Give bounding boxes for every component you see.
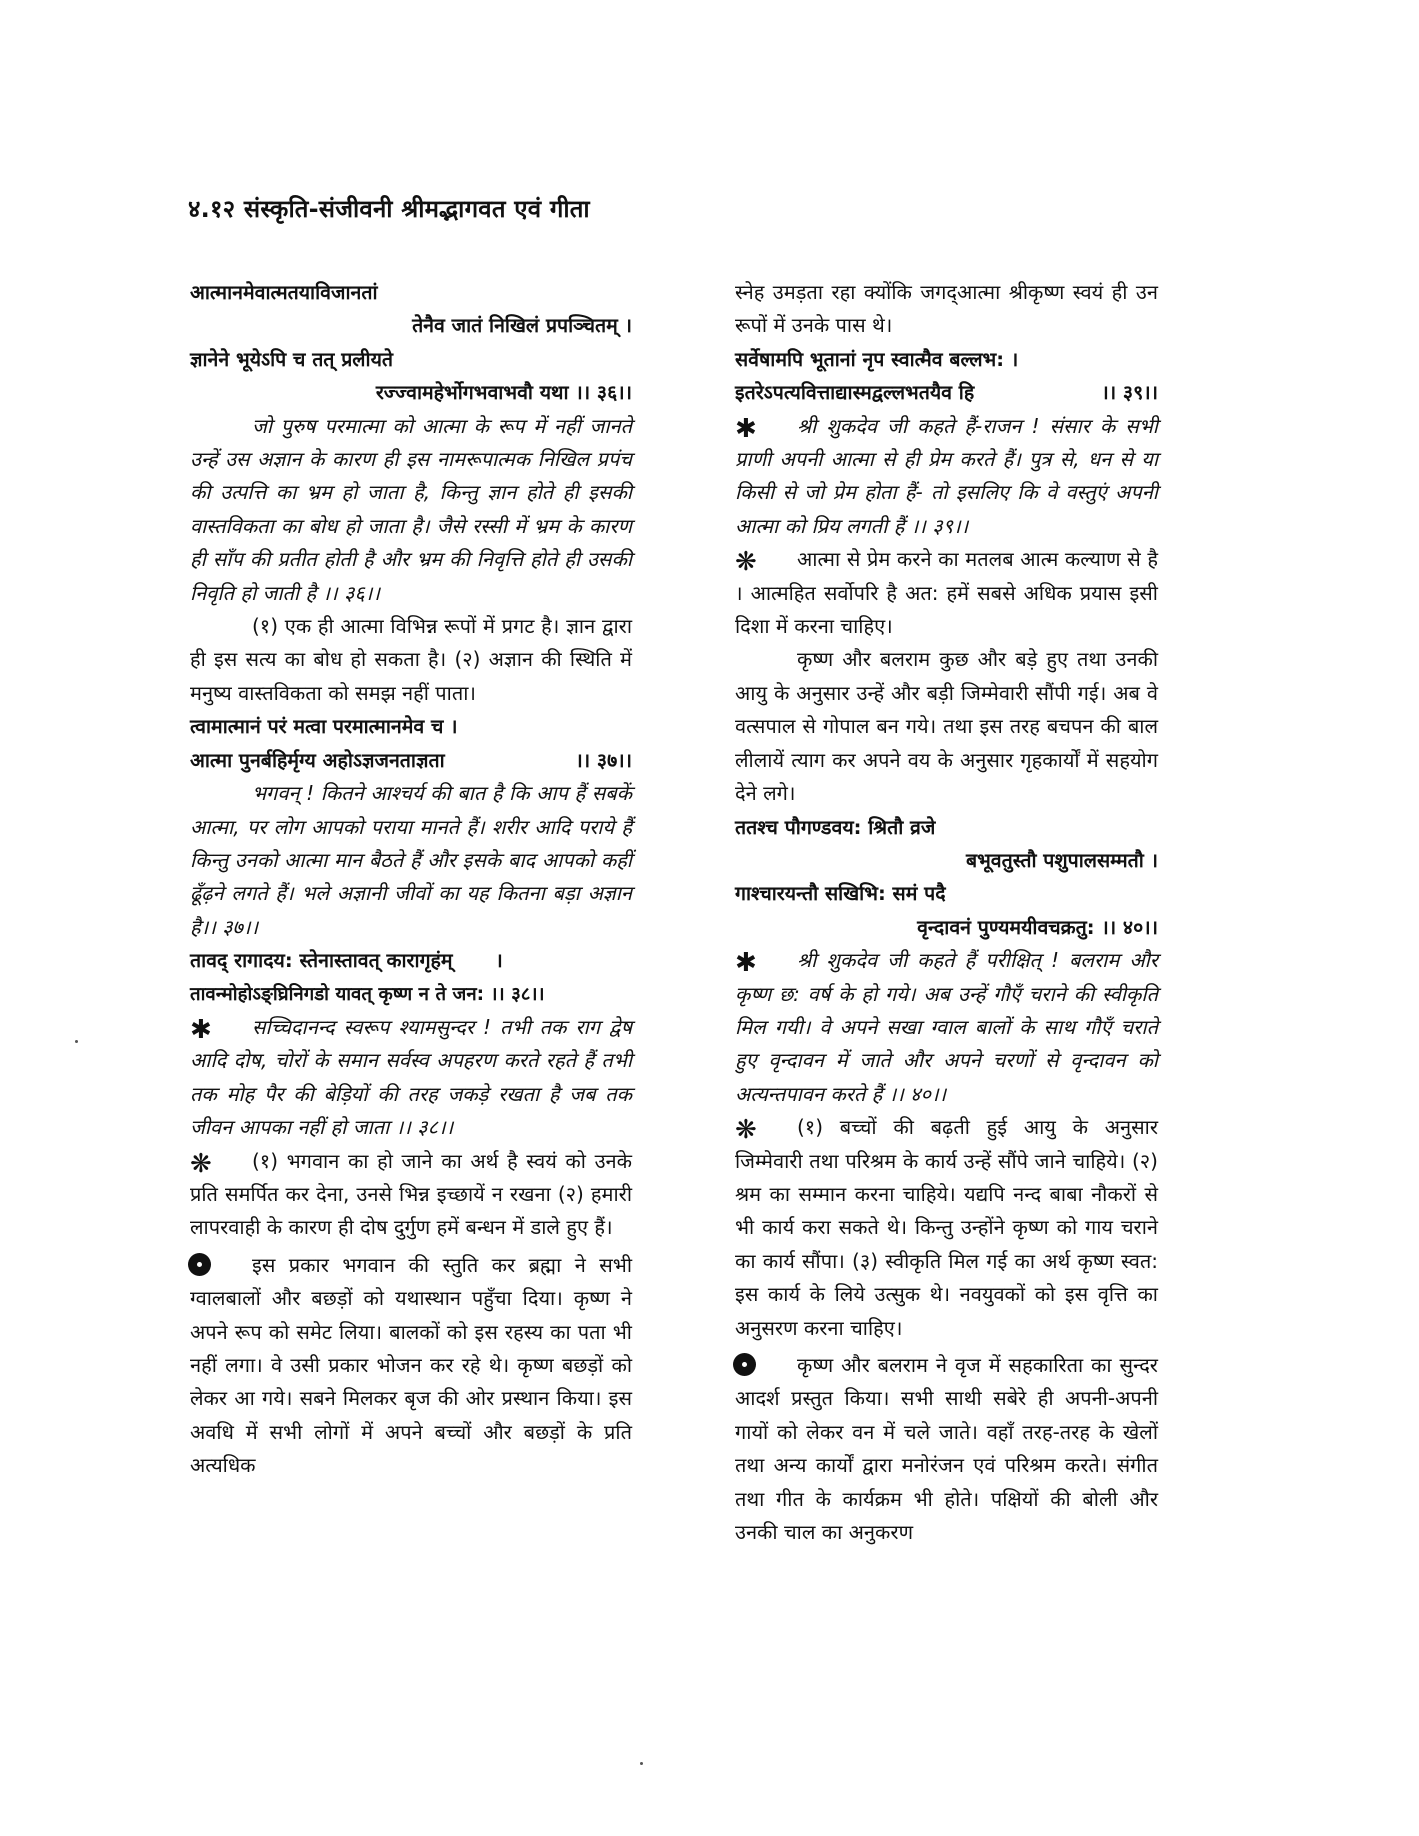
- verse-40-notes: [735, 1111, 1158, 1345]
- verse-38-notes: [190, 1145, 632, 1245]
- snowflake-icon: ❋: [190, 1148, 212, 1179]
- translation-marker: [735, 410, 797, 443]
- notes-text: आत्मा से प्रेम करने का मतलब आत्म कल्याण से है । आत्महित सर्वोपरि है अत: हमें सबसे अधिक प्रयास इसी दिशा में करना चाहिए।: [735, 547, 1158, 639]
- snowflake-icon: ❋: [735, 1115, 757, 1146]
- verse-line: ज्ञानेने भूयेऽपि च तत् प्रलीयते: [190, 347, 394, 371]
- scan-speck: [640, 1762, 643, 1765]
- notes-marker: [190, 1145, 252, 1178]
- flower-icon: [190, 1255, 209, 1274]
- verse-40-translation: [735, 944, 1158, 1111]
- translation-text: श्री शुकदेव जी कहते हैं-राजन ! संसार के सभी प्राणी अपनी आत्मा से ही प्रेम करते हैं। पुत्र से, धन से या किसी से जो प्रेम होता हैं- तो इसलिए कि वे वस्तुएं अपनी आत्मा को प्रिय लगती हैं ।। ३९।।: [735, 413, 1158, 538]
- notes-marker: [735, 543, 797, 576]
- translation-marker: [735, 944, 797, 977]
- verse-40: [735, 811, 1158, 945]
- translation-text: सच्चिदानन्द स्वरूप श्यामसुन्दर ! तभी तक राग द्वेष आदि दोष, चोरों के समान सर्वस्व अपहरण करते रहते हैं तभी तक मोह पैर की बेड़ियों की तरह जकड़े रखता है जब तक जीवन आपका नहीं हो जाता ।। ३८।।: [190, 1014, 632, 1140]
- narrative-text: इस प्रकार भगवान की स्तुति कर ब्रह्मा ने सभी ग्वालबालों और बछड़ों को यथास्थान पहुँचा दिया। कृष्ण ने अपने रूप को समेट लिया। बालकों को इस रहस्य का पता भी नहीं लगा। वे उसी प्रकार भोजन कर रहे थे। कृष्ण बछड़ों को लेकर आ गये। सबने मिलकर बृज की ओर प्रस्थान किया। इस अवधि में सभी लोगों में अपने बच्चों और बछड़ों के प्रति अत्यधिक: [190, 1252, 632, 1478]
- verse-line: [190, 944, 632, 977]
- verse-number: ।। ३७।।: [575, 748, 632, 772]
- asterisk-icon: ✱: [735, 948, 757, 979]
- narrative-marker: [735, 1349, 797, 1382]
- translation-marker: [190, 1011, 252, 1044]
- verse-line: सर्वेषामपि भूतानां नृप स्वात्मैव बल्लभ: ।: [735, 347, 1019, 371]
- snowflake-icon: ❋: [735, 547, 757, 578]
- verse-text: इतरेऽपत्यवित्ताद्यास्मद्वल्लभतयैव हि: [735, 381, 975, 405]
- verse-line: त्वामात्मानं परं मत्वा परमात्मानमेव च ।: [190, 715, 458, 739]
- asterisk-icon: ✱: [190, 1014, 212, 1045]
- left-column: [190, 276, 638, 1483]
- narrative-marker: [190, 1249, 252, 1282]
- verse-text: आत्मा पुनर्बहिर्मृग्य अहोऽज्ञजनताज्ञता: [190, 748, 445, 772]
- verse-line: आत्मानमेवात्मतयाविजानतां: [190, 281, 378, 304]
- page-number: ४.१२: [188, 195, 236, 223]
- notes-text: (१) बच्चों की बढ़ती हुई आयु के अनुसार जिम्मेवारी तथा परिश्रम के कार्य उन्हें सौंपे जाने चाहिये। (२) श्रम का सम्मान करना चाहिये। यद्यपि नन्द बाबा नौकरों से भी कार्य करा सकते थे। किन्तु उन्होंने कृष्ण को गाय चराने का कार्य सौंपा। (३) स्वीकृति मिल गई का अर्थ कृष्ण स्वत: इस कार्य के लिये उत्सुक थे। नवयुवकों को इस वृत्ति का अनुसरण करना चाहिए।: [735, 1115, 1158, 1340]
- right-column: [735, 276, 1158, 1549]
- page-header: [188, 192, 590, 225]
- verse-line: वृन्दावनं पुण्यमयीवचक्रतु: ।। ४०।।: [917, 915, 1158, 939]
- verse-line: तावन्मोहोऽङ्घ्रिनिगडो यावत् कृष्ण न ते जन: ।। ३८।।: [190, 983, 545, 1005]
- verse-36: [190, 276, 632, 410]
- verse-38: [190, 944, 632, 1011]
- verse-text: तावद् रागादय: स्तेनास्तावत् कारागृहंम्: [190, 949, 453, 973]
- translation-text: श्री शुकदेव जी कहते हैं परीक्षित् ! बलराम और कृष्ण छ: वर्ष के हो गये। अब उन्हें गौएँ चराने की स्वीकृति मिल गयी। वे अपने सखा ग्वाल बालों के साथ गौएँ चराते हुए वृन्दावन में जाते और अपने चरणों से वृन्दावन को अत्यन्तपावन करते हैं ।। ४०।।: [735, 948, 1158, 1106]
- notes-text: (१) भगवान का हो जाने का अर्थ है स्वयं को उनके प्रति समर्पित कर देना, उनसे भिन्न इच्छायें न रखना (२) हमारी लापरवाही के कारण ही दोष दुर्गुण हमें बन्धन में डाले हुए हैं।: [190, 1148, 632, 1240]
- scan-speck: [75, 1040, 78, 1043]
- verse-line: [190, 744, 632, 777]
- verse-36-notes: (१) एक ही आत्मा विभिन्न रूपों में प्रगट है। ज्ञान द्वारा ही इस सत्य का बोध हो सकता है। (२) अज्ञान की स्थिति में मनुष्य वास्तविकता को समझ नहीं पाता।: [190, 614, 632, 705]
- verse-39-translation: [735, 410, 1158, 544]
- verse-number: ।। ३९।।: [1101, 381, 1158, 405]
- narrative-paragraph: [735, 1349, 1158, 1549]
- verse-line: [735, 376, 1158, 409]
- verse-39: [735, 343, 1158, 410]
- narrative-paragraph: कृष्ण और बलराम कुछ और बड़े हुए तथा उनकी आयु के अनुसार उन्हें और बड़ी जिम्मेवारी सौंपी गई। अब वे वत्सपाल से गोपाल बन गये। तथा इस तरह बचपन की बाल लीलायें त्याग कर अपने वय के अनुसार गृहकार्यों में सहयोग देने लगे।: [735, 647, 1158, 806]
- narrative-paragraph: [190, 1249, 632, 1483]
- book-title: संस्कृति-संजीवनी श्रीमद्भागवत एवं गीता: [243, 195, 590, 223]
- verse-line: ततश्च पौगण्डवय: श्रितौ व्रजे: [735, 815, 936, 839]
- verse-36-translation: जो पुरुष परमात्मा को आत्मा के रूप में नहीं जानते उन्हें उस अज्ञान के कारण ही इस नामरूपात्मक निखिल प्रपंच की उत्पत्ति का भ्रम हो जाता है, किन्तु ज्ञान होते ही इसकी वास्तविकता का बोध हो जाता है। जैसे रस्सी में भ्रम के कारण ही साँप की प्रतीत होती है और भ्रम की निवृत्ति होते ही उसकी निवृति हो जाती है ।। ३६।।: [190, 413, 632, 605]
- verse-line: रज्ज्वामहेर्भोगभवाभवौ यथा ।। ३६।।: [375, 381, 632, 405]
- verse-37: [190, 710, 632, 777]
- verse-danda: ।: [495, 949, 503, 973]
- verse-38-translation: [190, 1011, 632, 1145]
- verse-37-translation: भगवन् ! कितने आश्चर्य की बात है कि आप हैं सबकें आत्मा, पर लोग आपको पराया मानते हैं। शरीर आदि पराये हैं किन्तु उनको आत्मा मान बैठते हैं और इसके बाद आपको कहीं ढूँढ़ने लगते हैं। भले अज्ञानी जीवों का यह कितना बड़ा अज्ञान है।। ३७।।: [190, 781, 632, 939]
- flower-icon: [735, 1355, 754, 1374]
- verse-line: बभूवतुस्तौ पशुपालसम्मतौ ।: [965, 848, 1158, 872]
- asterisk-icon: ✱: [735, 413, 757, 444]
- narrative-continuation: स्नेह उमड़ता रहा क्योंकि जगद्आत्मा श्रीकृष्ण स्वयं ही उन रूपों में उनके पास थे।: [735, 280, 1158, 338]
- verse-39-notes: [735, 543, 1158, 643]
- verse-line: गाश्चारयन्तौ सखिभि: समं पदै: [735, 882, 946, 906]
- notes-marker: [735, 1111, 797, 1144]
- verse-line: तेनैव जातं निखिलं प्रपञ्चितम् ।: [412, 314, 632, 338]
- narrative-text: कृष्ण और बलराम ने वृज में सहकारिता का सुन्दर आदर्श प्रस्तुत किया। सभी साथी सबेरे ही अपनी-अपनी गायों को लेकर वन में चले जाते। वहाँ तरह-तरह के खेलों तथा अन्य कार्यों द्वारा मनोरंजन एवं परिश्रम करते। संगीत तथा गीत के कार्यक्रम भी होते। पक्षियों की बोली और उनकी चाल का अनुकरण: [735, 1353, 1158, 1545]
